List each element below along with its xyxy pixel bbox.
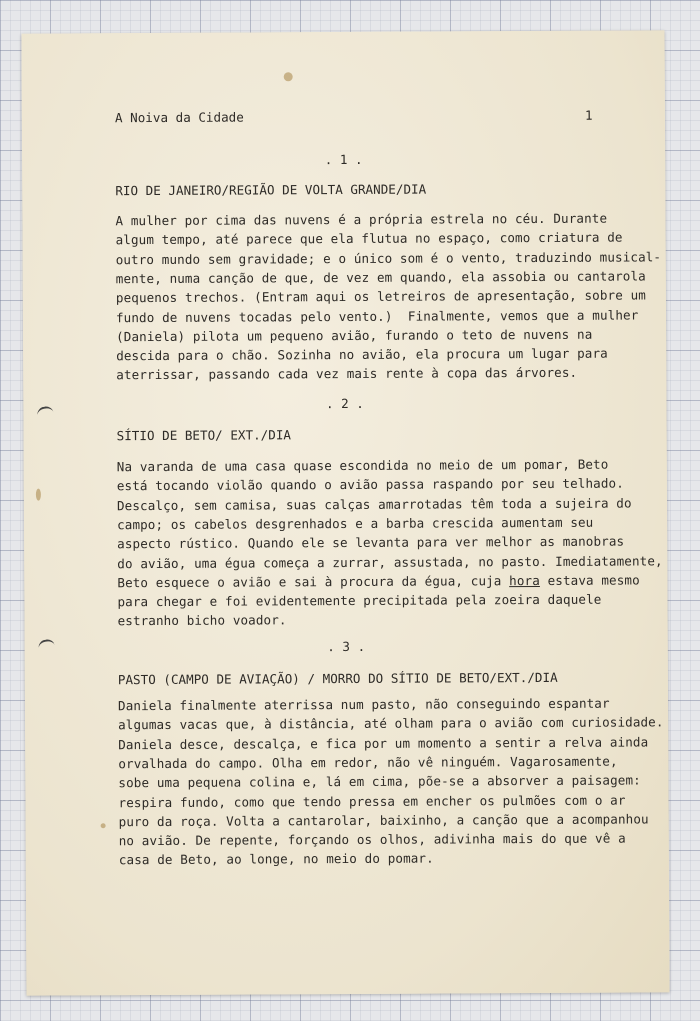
scene-number: . 3 . <box>327 638 366 655</box>
body-text-line: Descalço, sem camisa, suas calças amarrotadas têm toda a sujeira do <box>116 495 632 513</box>
scene-heading: SÍTIO DE BETO/ EXT./DIA <box>116 427 292 444</box>
body-text-line: aterrissar, passando cada vez mais rente à copa das árvores. <box>116 365 578 383</box>
document-title: A Noiva da Cidade <box>114 109 244 126</box>
paper-stain <box>101 823 106 828</box>
scene-number: . 2 . <box>325 395 364 412</box>
scene-heading: PASTO (CAMPO DE AVIAÇÃO) / MORRO DO SÍTIO DE BETO/EXT./DIA <box>117 669 558 688</box>
body-text-line: Beto esquece o avião e sai à procura da égua, cuja hora estava mesmo <box>117 572 640 590</box>
body-text-line: casa de Beto, ao longe, no meio do pomar. <box>118 850 434 868</box>
body-text-line: A mulher por cima das nuvens é a própria estrela no céu. Durante <box>115 210 608 229</box>
body-text-line: estranho bicho voador. <box>117 612 287 629</box>
page-number: 1 <box>584 107 593 123</box>
paper-stain <box>284 72 293 81</box>
underlined-word: hora <box>509 572 540 588</box>
body-text-line: Na varanda de uma casa quase escondida no meio de um pomar, Beto <box>116 456 609 475</box>
body-text-line: está tocando violão quando o avião passa raspando por seu telhado. <box>116 475 624 494</box>
body-text-line: pequenos trechos. (Entram aqui os letreiros de apresentação, sobre um <box>115 287 646 306</box>
body-text-line: Daniela desce, descalça, e fica por um momento a sentir a relva ainda <box>118 734 649 752</box>
body-text-line: descida para o chão. Sozinha no avião, ela procura um lugar para <box>116 345 608 364</box>
body-text-line: campo; os cabelos desgrenhados e a barba crescida aumentam seu <box>117 514 594 533</box>
body-text-line: respira fundo, como que tendo pressa em encher os pulmões com o ar <box>118 792 626 810</box>
body-text-line: algumas vacas que, à distância, até olham para o avião com curiosidade. <box>118 714 664 733</box>
body-text-line: do avião, uma égua começa a zurrar, assustada, no pasto. Imediatamente, <box>117 552 663 571</box>
body-text-line: fundo de nuvens tocadas pelo vento.) Finalmente, vemos que a mulher <box>115 306 639 325</box>
body-text-line: orvalhada do campo. Olha em redor, não vê ninguém. Vagarosamente, <box>118 753 618 772</box>
body-text-line: mente, numa canção de que, de vez em quando, ela assobia ou cantarola <box>115 268 646 287</box>
body-text-line: outro mundo sem gravidade; e o único som é o vento, traduzindo musical- <box>115 248 662 267</box>
typewritten-page <box>21 30 669 995</box>
body-text-line: Daniela finalmente aterrissa num pasto, não conseguindo espantar <box>117 695 610 714</box>
body-text-line: algum tempo, até parece que ela flutua no espaço, como criatura de <box>115 229 623 248</box>
body-text-line: (Daniela) pilota um pequeno avião, furando o teto de nuvens na <box>116 326 593 344</box>
scene-number: . 1 . <box>324 151 363 168</box>
body-text-line: aspecto rústico. Quando ele se levanta para ver melhor as manobras <box>117 533 625 552</box>
body-text-line: sobe uma pequena colina e, lá em cima, põe-se a absorver a paisagem: <box>118 772 641 791</box>
body-text-line: puro da roça. Volta a cantarolar, baixinho, a canção que a acompanhou <box>118 811 649 829</box>
body-text-line: no avião. De repente, forçando os olhos, adivinha mais do que vê a <box>118 830 626 849</box>
paper-stain <box>36 489 41 501</box>
scene-heading: RIO DE JANEIRO/REGIÃO DE VOLTA GRANDE/DIA <box>115 181 427 199</box>
body-text-line: para chegar e foi evidentemente precipitada pela zoeira daquele <box>117 591 602 610</box>
